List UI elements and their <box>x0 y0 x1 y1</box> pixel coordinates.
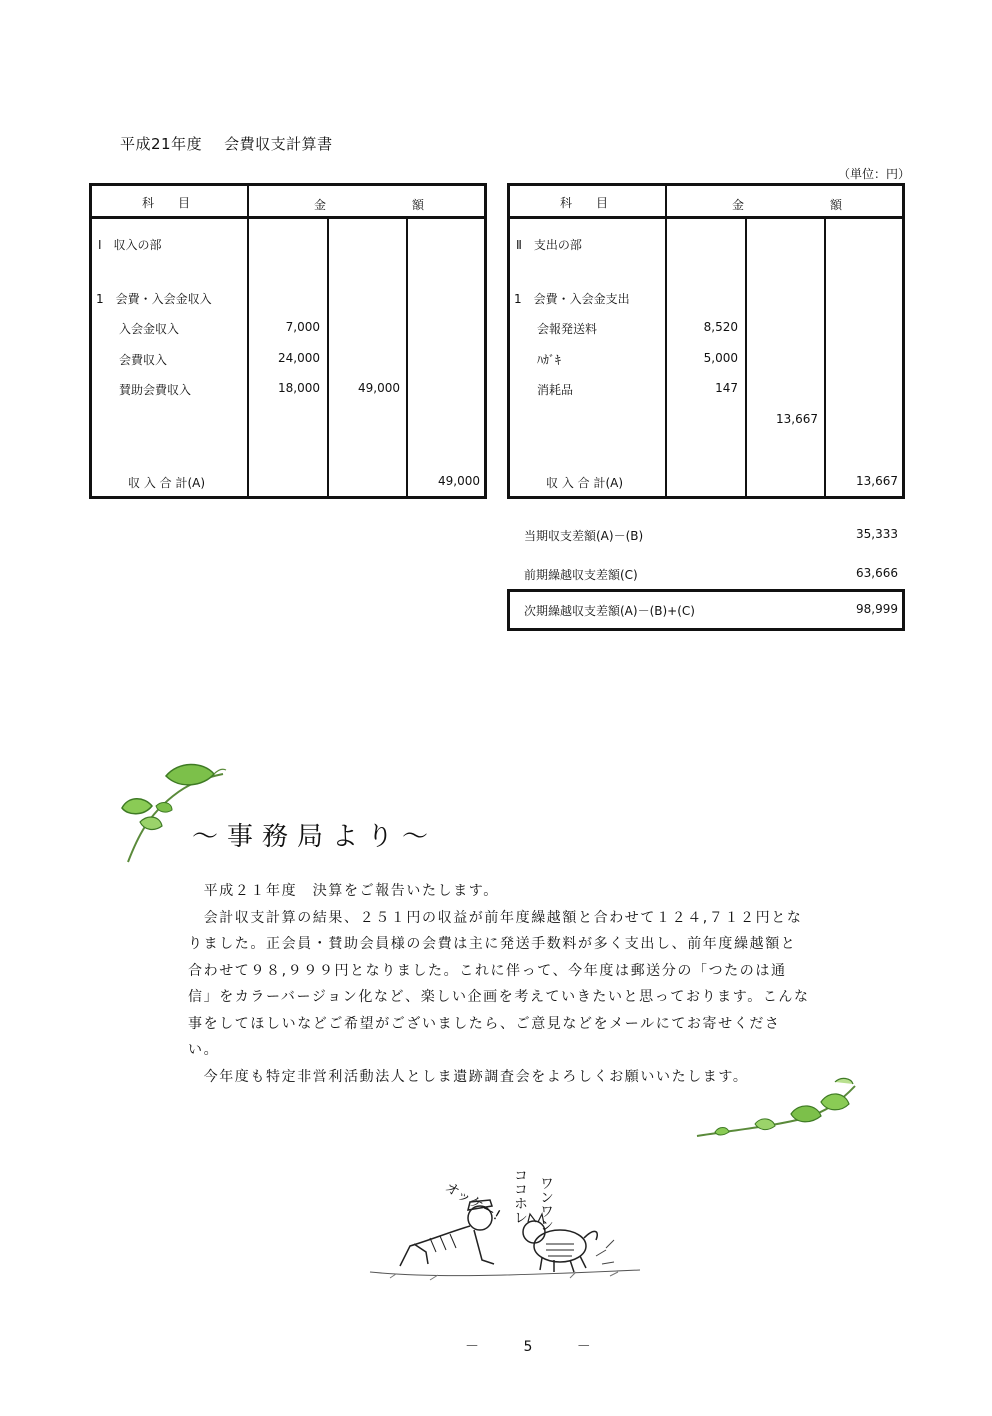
income-subtotal: 49,000 <box>358 381 400 395</box>
col-divider <box>824 216 826 496</box>
expense-row-label: ﾊｶﾞｷ <box>537 353 562 367</box>
title-name: 会費収支計算書 <box>224 135 333 153</box>
summary-label: 前期繰越収支差額(C) <box>524 568 638 582</box>
expense-subsection: 1 会費・入会金支出 <box>514 292 630 306</box>
ivy-vine-icon <box>695 1074 865 1144</box>
notice-heading: ～事務局より～ <box>192 822 438 852</box>
notice-paragraph: 今年度も特定非営利活動法人としま遺跡調査会をよろしくお願いいたします。 <box>188 1068 749 1085</box>
header-amount-left: 金 <box>314 198 327 212</box>
expense-table-header <box>510 186 902 219</box>
income-total-label: 収 入 合 計(A) <box>128 476 206 490</box>
expense-section: Ⅱ 支出の部 <box>516 238 582 252</box>
notice-paragraph: 平成２１年度 決算をご報告いたします。 <box>188 883 499 899</box>
notice-paragraph: 会計収支計算の結果、２５１円の収益が前年度繰越額と合わせて１２４,７１２円となりました。正会員・賛助会員様の会費は主に発送手数料が多く支出し、前年度繰越額と合わせて９８,９９９円となりました。これに伴って、今年度は郵送分の「つたのは通信」をカラーバージョン化など、楽しい企画を考えていきたいと思っております。こんな事をしてほしいなどご希望がございましたら、ご意見などをメールにてお寄せください。 <box>188 909 810 1058</box>
notice-body <box>188 878 810 1090</box>
col-divider <box>327 216 329 496</box>
summary-value: 63,666 <box>856 566 898 580</box>
document-title <box>120 133 333 154</box>
header-amount-right: 額 <box>412 198 425 212</box>
expense-table <box>507 183 905 499</box>
speech-kokohore: ココホレ <box>512 1168 528 1224</box>
header-item: 科 目 <box>142 196 191 210</box>
income-table-header <box>92 186 484 219</box>
col-divider <box>247 186 249 219</box>
expense-subtotal: 13,667 <box>776 412 818 426</box>
income-row-label: 入会金収入 <box>119 322 180 336</box>
expense-row-label: 消耗品 <box>537 383 574 397</box>
income-subsection: 1 会費・入会金収入 <box>96 292 212 306</box>
expense-row-amount: 8,520 <box>703 320 738 334</box>
unit-label: （単位：円） <box>838 167 911 181</box>
col-divider <box>665 186 667 219</box>
summary-label: 当期収支差額(A)－(B) <box>524 529 644 543</box>
title-year: 平成21年度 <box>120 135 203 153</box>
income-section: Ⅰ 収入の部 <box>98 238 162 252</box>
col-divider <box>247 216 249 496</box>
expense-row-amount: 147 <box>715 381 738 395</box>
cartoon-man-and-dog-illustration <box>370 1160 650 1290</box>
income-row-amount: 7,000 <box>285 320 320 334</box>
expense-total-value: 13,667 <box>856 474 898 488</box>
speech-okay: オッケー! <box>442 1179 504 1225</box>
expense-row-label: 会報発送料 <box>537 322 598 336</box>
income-row-label: 賛助会費収入 <box>119 383 192 397</box>
income-row-amount: 18,000 <box>278 381 320 395</box>
expense-row-amount: 5,000 <box>703 351 738 365</box>
summary-value: 98,999 <box>856 602 898 616</box>
speech-wanwan: ワンワン <box>538 1176 554 1232</box>
header-amount-left: 金 <box>732 198 745 212</box>
col-divider <box>665 216 667 496</box>
header-amount-right: 額 <box>830 198 843 212</box>
expense-total-label: 収 入 合 計(A) <box>546 476 624 490</box>
page-number: － 5 － <box>465 1339 611 1355</box>
col-divider <box>406 216 408 496</box>
summary-label: 次期繰越収支差額(A)－(B)+(C) <box>524 604 695 618</box>
summary-value: 35,333 <box>856 527 898 541</box>
header-item: 科 目 <box>560 196 609 210</box>
income-total-value: 49,000 <box>438 474 480 488</box>
income-table <box>89 183 487 499</box>
income-row-label: 会費収入 <box>119 353 168 367</box>
col-divider <box>745 216 747 496</box>
income-row-amount: 24,000 <box>278 351 320 365</box>
